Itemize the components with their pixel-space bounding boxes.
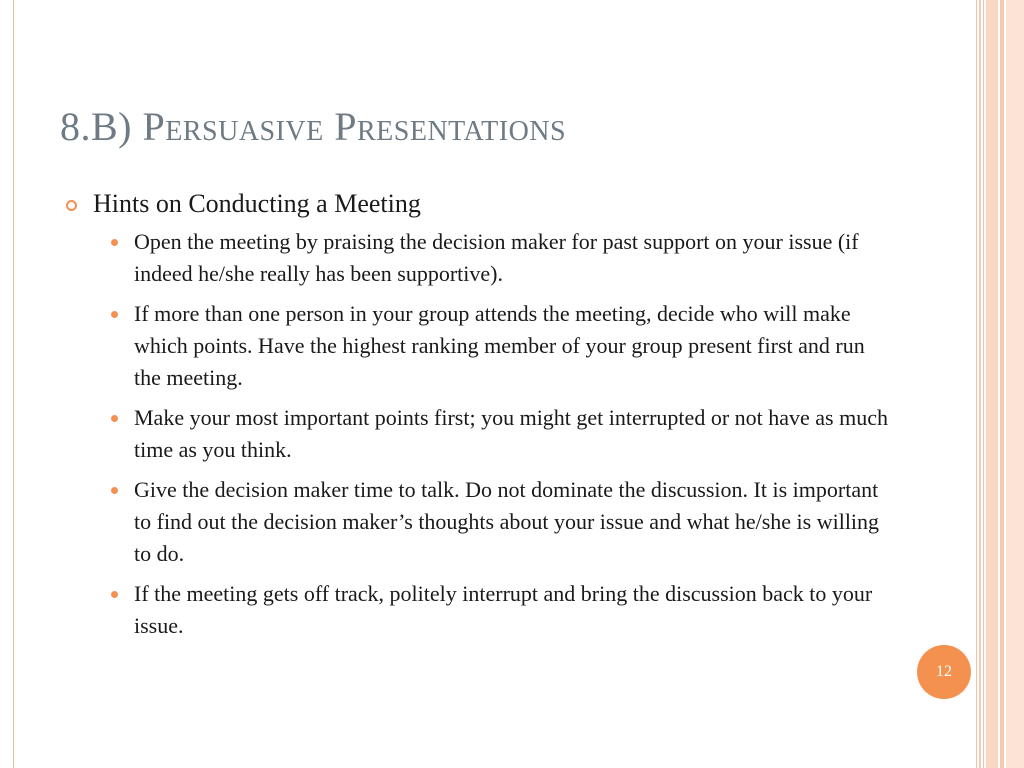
dot-bullet-icon xyxy=(111,311,118,318)
slide-content xyxy=(66,186,896,650)
dot-bullet-icon xyxy=(111,487,118,494)
bullet-text: Make your most important points first; you might get interrupted or not have as much time as you think. xyxy=(134,405,888,462)
heading-text: Hints on Conducting a Meeting xyxy=(93,189,421,218)
bullet-text: Open the meeting by praising the decision maker for past support on your issue (if indeed he/she really has been supportive). xyxy=(134,229,859,286)
page-number-badge xyxy=(917,645,971,699)
bullet-text: Give the decision maker time to talk. Do not dominate the discussion. It is important to find out the decision maker’s thoughts about your issue and what he/she is willing to do. xyxy=(134,477,880,566)
ring-bullet-icon xyxy=(66,200,77,211)
bullet-list xyxy=(66,226,896,642)
list-item xyxy=(66,578,896,642)
right-decorative-stripes xyxy=(976,0,1024,768)
dot-bullet-icon xyxy=(111,415,118,422)
list-item xyxy=(66,226,896,290)
list-item xyxy=(66,402,896,466)
page-number-text: 12 xyxy=(936,663,952,680)
dot-bullet-icon xyxy=(111,239,118,246)
list-item xyxy=(66,474,896,570)
slide-title: 8.B) Persuasive Presentations xyxy=(60,104,567,149)
bullet-text: If the meeting gets off track, politely interrupt and bring the discussion back to your issue. xyxy=(134,581,873,638)
list-item xyxy=(66,298,896,394)
bullet-text: If more than one person in your group attends the meeting, decide who will make which points. Have the highest ranking member of your group present first and run the meeting. xyxy=(134,301,865,390)
left-border-line xyxy=(13,0,14,768)
heading-item xyxy=(66,186,896,222)
dot-bullet-icon xyxy=(111,591,118,598)
